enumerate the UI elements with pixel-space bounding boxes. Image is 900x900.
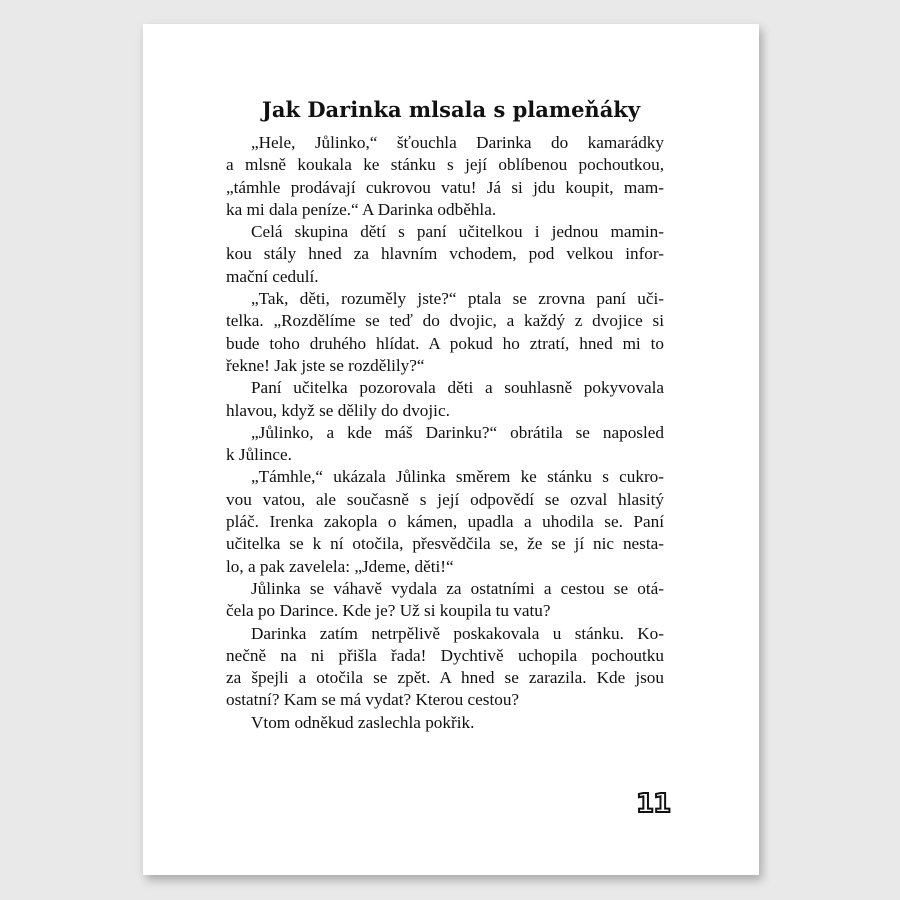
- text-line: kou stály hned za hlavním vchodem, pod velkou infor-: [226, 244, 664, 264]
- text-line: k Jůlince.: [226, 445, 292, 465]
- text-line: Darinka zatím netrpělivě poskakovala u stánku. Ko-: [251, 623, 664, 643]
- book-page: [143, 24, 759, 875]
- text-line: Jůlinka se váhavě vydala za ostatními a cestou se otá-: [251, 578, 664, 598]
- text-line: telka. „Rozdělíme se teď do dvojic, a každý z dvojice si: [226, 311, 664, 331]
- text-line: lo, a pak zavelela: „Jdeme, děti!“: [226, 556, 454, 576]
- text-line: nečně na ni přišla řada! Dychtivě uchopila pochoutku: [226, 645, 664, 665]
- text-line: řekne! Jak jste se rozdělily?“: [226, 355, 425, 375]
- text-line: „támhle prodávají cukrovou vatu! Já si jdu koupit, mam-: [226, 177, 664, 197]
- chapter-title: Jak Darinka mlsala s plameňáky: [261, 97, 641, 122]
- text-line: bude toho druhého hlídat. A pokud ho ztratí, hned mi to: [226, 333, 664, 353]
- text-line: „Jůlinko, a kde máš Darinku?“ obrátila se naposled: [251, 422, 664, 442]
- text-line: „Tak, děti, rozuměly jste?“ ptala se zrovna paní uči-: [251, 289, 664, 309]
- text-line: čela po Darince. Kde je? Už si koupila tu vatu?: [226, 601, 551, 621]
- text-line: Vtom odněkud zaslechla pokřik.: [251, 712, 475, 732]
- text-line: a mlsně koukala ke stánku s její oblíbenou pochoutkou,: [226, 155, 664, 175]
- text-line: ostatní? Kam se má vydat? Kterou cestou?: [226, 690, 520, 710]
- story-text: [226, 132, 664, 734]
- text-line: hlavou, když se dělily do dvojic.: [226, 400, 450, 420]
- text-line: pláč. Irenka zakopla o kámen, upadla a uhodila se. Paní: [226, 512, 664, 532]
- text-line: za špejli a otočila se zpět. A hned se zarazila. Kde jsou: [226, 668, 664, 688]
- text-line: „Támhle,“ ukázala Jůlinka směrem ke stánku s cukro-: [251, 467, 664, 487]
- text-line: vou vatou, ale současně s její odpovědí se ozval hlasitý: [226, 489, 664, 509]
- page-number: 11: [636, 789, 671, 819]
- text-line: mační cedulí.: [226, 266, 319, 286]
- text-line: Celá skupina dětí s paní učitelkou i jednou mamin-: [251, 222, 664, 242]
- text-line: „Hele, Jůlinko,“ šťouchla Darinka do kamarádky: [251, 133, 664, 152]
- text-line: Paní učitelka pozorovala děti a souhlasně pokyvovala: [251, 378, 664, 398]
- text-line: ka mi dala peníze.“ A Darinka odběhla.: [226, 199, 497, 219]
- text-line: učitelka se k ní otočila, přesvědčila se, že se jí nic nesta-: [226, 534, 664, 554]
